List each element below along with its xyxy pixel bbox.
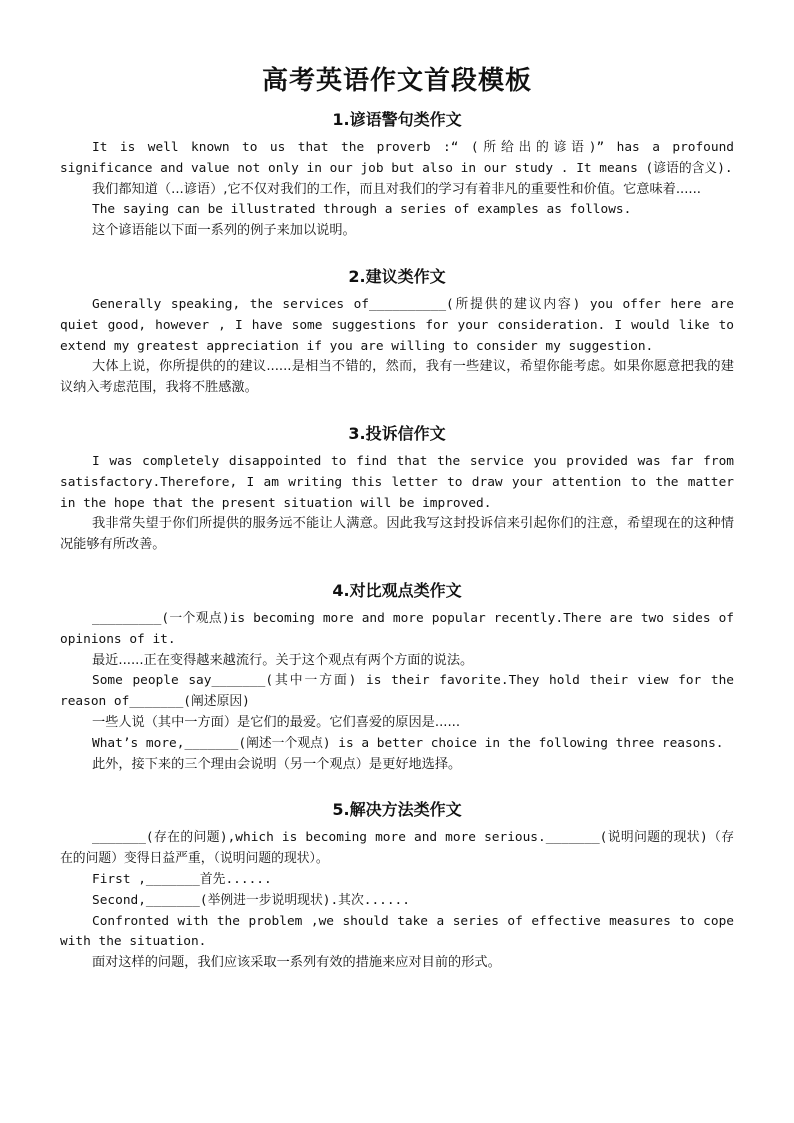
template-paragraph-en: Some people say_______(其中一方面) is their favorite.They hold their view for the reason of_______(阐述原因) bbox=[60, 673, 734, 710]
template-paragraph-zh: 大体上说，你所提供的的建议......是相当不错的，然而，我有一些建议，希望你能考虑。如果你愿意把我的建议纳入考虑范围，我将不胜感激。 bbox=[60, 359, 734, 396]
section-heading: 5.解决方法类作文 bbox=[332, 800, 462, 820]
section-heading: 1.谚语警句类作文 bbox=[332, 110, 462, 129]
template-paragraph-zh: 我们都知道（...谚语）,它不仅对我们的工作，而且对我们的学习有着非凡的重要性和价值。它意味着...... bbox=[92, 181, 701, 197]
section-heading: 3.投诉信作文 bbox=[348, 423, 446, 443]
template-paragraph-en: Second,_______(举例进一步说明现状).其次...... bbox=[92, 892, 410, 908]
template-paragraph-zh: 面对这样的问题，我们应该采取一系列有效的措施来应对目前的形式。 bbox=[92, 955, 501, 971]
section-suggestion bbox=[60, 264, 734, 399]
template-paragraph-en: The saying can be illustrated through a series of examples as follows. bbox=[92, 202, 632, 218]
template-paragraph-zh: 最近......正在变得越来越流行。关于这个观点有两个方面的说法。 bbox=[92, 652, 474, 668]
template-paragraph-en: First ,_______首先...... bbox=[92, 871, 272, 887]
template-paragraph-zh: 一些人说（其中一方面）是它们的最爱。它们喜爱的原因是...... bbox=[92, 714, 461, 730]
template-paragraph-en: _________(一个观点)is becoming more and more popular recently.There are two sides of opinions of it. bbox=[60, 610, 734, 647]
template-paragraph-zh: 此外，接下来的三个理由会说明（另一个观点）是更好地选择。 bbox=[92, 756, 462, 772]
section-proverb bbox=[60, 107, 734, 242]
section-complaint bbox=[60, 421, 734, 556]
section-heading: 2.建议类作文 bbox=[348, 266, 446, 286]
section-contrast-views bbox=[60, 578, 734, 775]
template-paragraph-en: I was completely disappointed to find that the service you provided was far from satisfactory.Therefore, I am writing this letter to draw your attention to the matter in the hope that the present situation will be improved. bbox=[60, 453, 734, 511]
template-paragraph-en: Generally speaking, the services of__________(所提供的建议内容) you offer here are quiet good, however , I have some suggestions for your consideration. I would like to extend my greatest appreciation if you are willing to consider my suggestion. bbox=[60, 296, 734, 354]
section-heading: 4.对比观点类作文 bbox=[332, 580, 462, 600]
template-paragraph-en: What’s more,_______(阐述一个观点) is a better choice in the following three reasons. bbox=[92, 735, 724, 751]
template-paragraph-zh: 我非常失望于你们所提供的服务远不能让人满意。因此我写这封投诉信来引起你们的注意，希望现在的这种情况能够有所改善。 bbox=[60, 516, 734, 553]
template-paragraph-zh: 这个谚语能以下面一系列的例子来加以说明。 bbox=[92, 223, 356, 239]
section-solution bbox=[60, 797, 734, 974]
template-paragraph-en: It is well known to us that the proverb :“ (所给出的谚语)” has a profound significance and value not only in our job but also in our study . It means (谚语的含义). bbox=[60, 140, 734, 176]
template-paragraph-en: _______(存在的问题),which is becoming more and more serious._______(说明问题的现状)（存在的问题）变得日益严重，（说明问题的现状）。 bbox=[60, 830, 734, 867]
template-paragraph-en: Confronted with the problem ,we should take a series of effective measures to cope with the situation. bbox=[60, 913, 734, 950]
document-page bbox=[60, 60, 734, 974]
page-title: 高考英语作文首段模板 bbox=[261, 66, 532, 96]
